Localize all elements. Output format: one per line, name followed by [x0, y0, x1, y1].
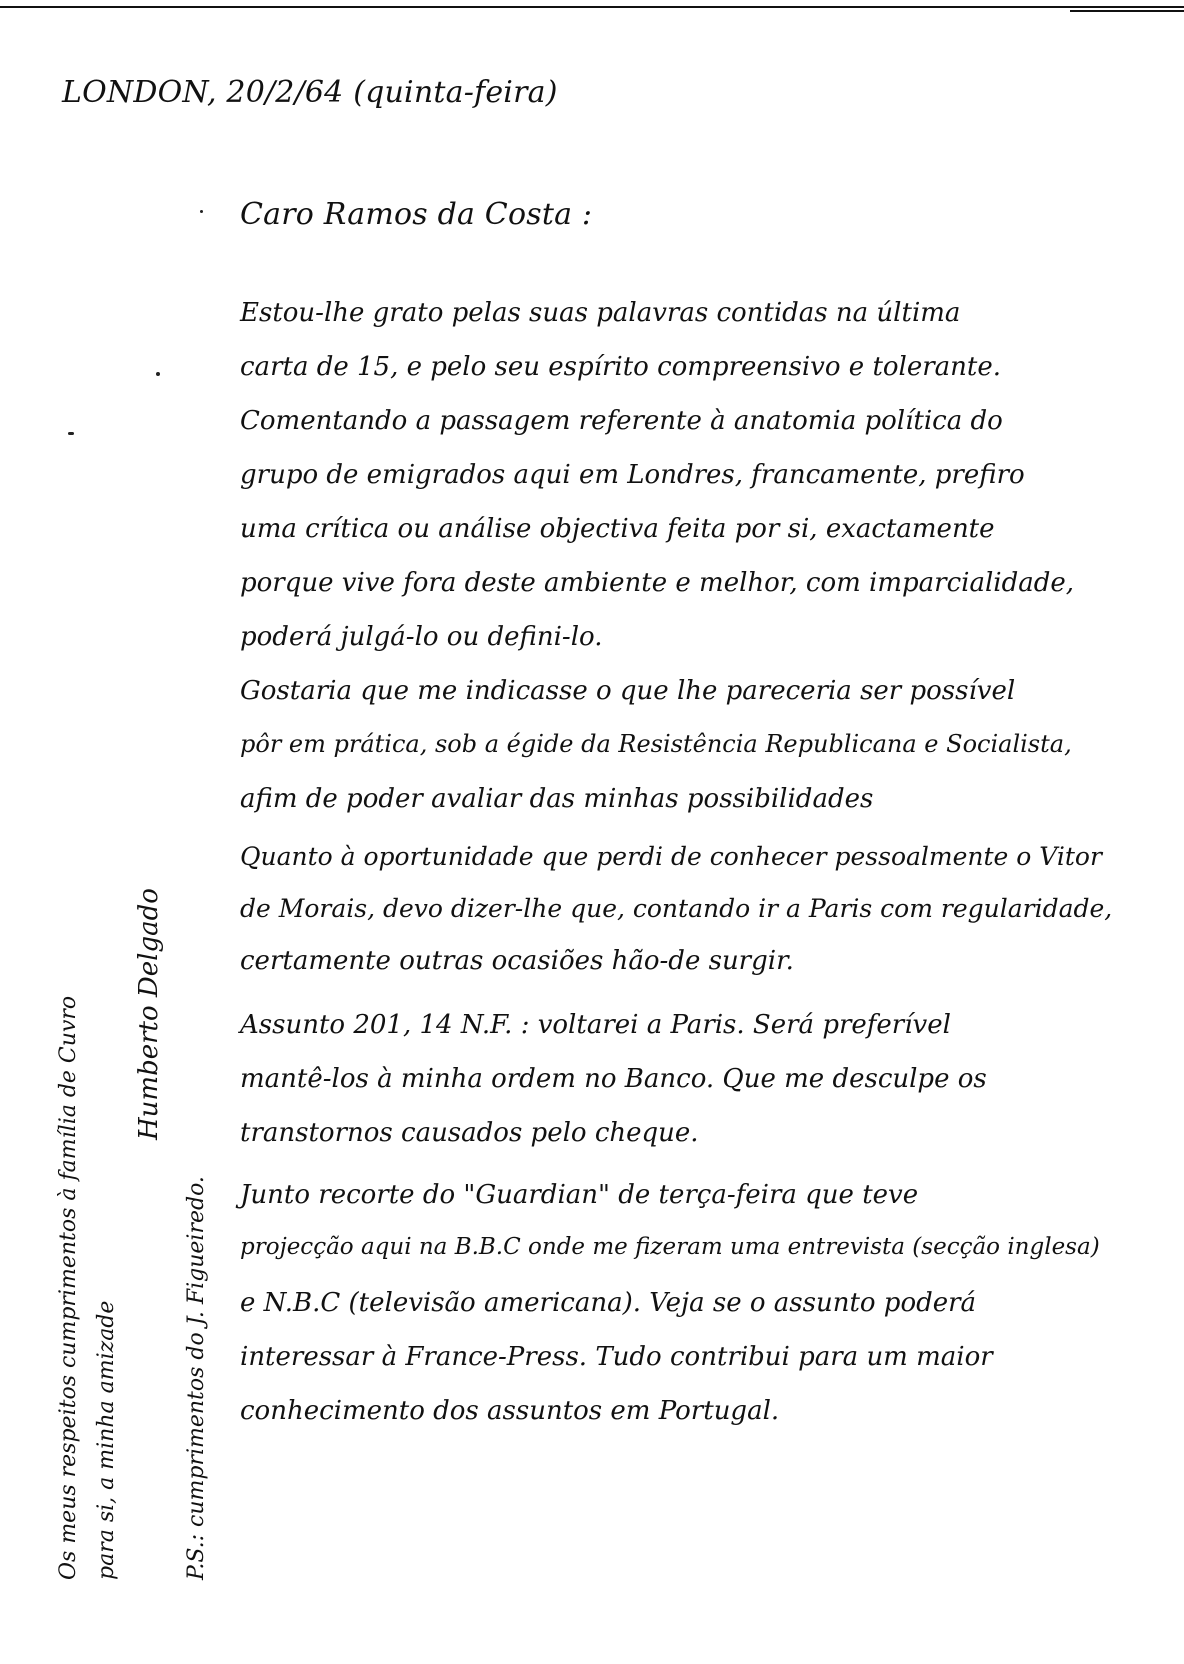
body-line: grupo de emigrados aqui em Londres, francamente, prefiro — [240, 460, 1025, 490]
body-line: Junto recorte do "Guardian" de terça-feira que teve — [240, 1180, 919, 1210]
letter-salutation: Caro Ramos da Costa : — [240, 197, 593, 232]
body-line: carta de 15, e pelo seu espírito compreensivo e tolerante. — [240, 352, 1002, 382]
body-line: certamente outras ocasiões hão-de surgir. — [240, 946, 794, 976]
body-line: porque vive fora deste ambiente e melhor, com imparcialidade, — [240, 568, 1075, 598]
body-line: Estou-lhe grato pelas suas palavras contidas na última — [240, 298, 961, 328]
ink-speck — [200, 210, 203, 213]
body-line: Assunto 201, 14 N.F. : voltarei a Paris. Será preferível — [240, 1010, 951, 1040]
letter-dateline: LONDON, 20/2/64 (quinta-feira) — [62, 75, 558, 110]
body-line: afim de poder avaliar das minhas possibilidades — [240, 784, 874, 814]
body-line: Quanto à oportunidade que perdi de conhecer pessoalmente o Vitor — [240, 842, 1102, 871]
body-line: conhecimento dos assuntos em Portugal. — [240, 1396, 780, 1426]
body-line: poderá julgá-lo ou defini-lo. — [240, 622, 603, 652]
margin-greeting-line-2: para si, a minha amizade — [94, 1300, 119, 1580]
body-line: e N.B.C (televisão americana). Veja se o assunto poderá — [240, 1288, 977, 1318]
body-line: projecção aqui na B.B.C onde me fizeram uma entrevista (secção inglesa) — [240, 1234, 1100, 1260]
body-line: Gostaria que me indicasse o que lhe pareceria ser possível — [240, 676, 1016, 706]
body-line: uma crítica ou análise objectiva feita por si, exactamente — [240, 514, 995, 544]
margin-greeting-line-1: Os meus respeitos cumprimentos à família de Cuvro — [56, 995, 81, 1580]
margin-signature: Humberto Delgado — [134, 888, 164, 1140]
body-line: pôr em prática, sob a égide da Resistência Republicana e Socialista, — [240, 730, 1072, 758]
letter-body — [240, 300, 1140, 1640]
body-line: mantê-los à minha ordem no Banco. Que me desculpe os — [240, 1064, 987, 1094]
margin-postscript: P.S.: cumprimentos do J. Figueiredo. — [184, 1176, 209, 1580]
left-margin-notes — [40, 780, 240, 1600]
body-line: interessar à France-Press. Tudo contribui para um maior — [240, 1342, 993, 1372]
top-border-line-right — [1070, 10, 1184, 12]
body-line: Comentando a passagem referente à anatomia política do — [240, 406, 1003, 436]
ink-speck — [156, 372, 160, 376]
body-line: de Morais, devo dizer-lhe que, contando ir a Paris com regularidade, — [240, 894, 1113, 923]
ink-speck — [68, 432, 74, 435]
top-border-line — [0, 6, 1184, 8]
body-line: transtornos causados pelo cheque. — [240, 1118, 699, 1148]
